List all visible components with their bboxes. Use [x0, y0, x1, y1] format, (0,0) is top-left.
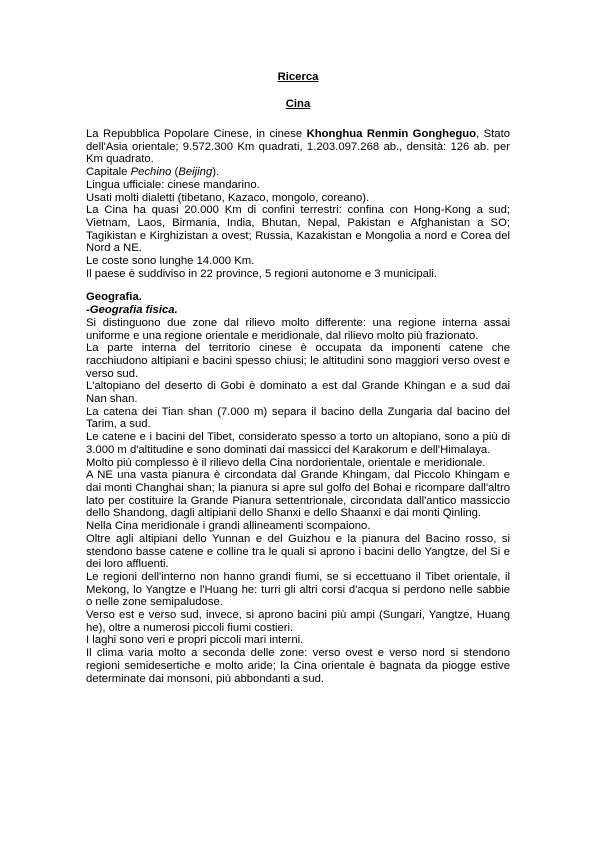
chinese-name: Khonghua Renmin Gongheguo	[306, 128, 477, 140]
geography-paragraph: La parte interna del territorio cinese è occupata da imponenti catene che racchiudono altipiani e bacini spesso chiusi; le altitudini sono maggiori verso ovest e verso sud.	[86, 342, 510, 380]
intro-text-end: , Stato dell'Asia orientale; 9.572.300 Km quadrati, 1.203.097.268 ab., densità: 126 ab. per Km quadrato.	[86, 128, 510, 166]
geography-paragraph: L'altopiano del deserto di Gobi è dominato a est dal Grande Khingan e a sud dai Nan shan.	[86, 380, 510, 406]
borders-paragraph: La Cina ha quasi 20.000 Km di confini terrestri: confina con Hong-Kong a sud; Vietnam, Laos, Birmania, India, Bhutan, Nepal, Pakistan e Afghanistan a SO; Tagikistan e Kirghizistan a ovest; Russia, Kazakistan e Mongolia a nord e Corea del Nord a NE.	[86, 204, 510, 255]
capital-paren-open: (	[171, 166, 179, 179]
geography-paragraph: I laghi sono veri e propri piccoli mari interni.	[86, 634, 304, 647]
capital-city: Pechino	[130, 166, 172, 179]
geography-paragraph: Oltre agli altipiani dello Yunnan e del Guizhou e la pianura del Bacino rosso, si stendono basse catene e colline tra le quali si aprono i bacini dello Yangtze, del Si e dei loro affluenti.	[86, 532, 510, 571]
intro-text-start: La Repubblica Popolare Cinese, in cinese	[86, 128, 307, 140]
capital-label: Capitale	[86, 166, 131, 179]
geography-paragraph: Molto più complesso è il rilievo della Cina nordorientale, orientale e meridionale.	[86, 456, 486, 469]
capital-paren-close: ).	[212, 166, 220, 179]
language-paragraph: Lingua ufficiale: cinese mandarino.	[86, 178, 260, 191]
physical-geography-subheading: -Geografia fisica.	[86, 304, 178, 317]
document-subtitle: Cina	[285, 98, 311, 110]
geography-paragraph: Le catene e i bacini del Tibet, considerato spesso a torto un altopiano, sono a più di 3.000 m d'altitudine e sono dominati dai massicci del Karakorum e dell'Himalaya.	[86, 431, 510, 456]
geography-paragraph: Le regioni dell'interno non hanno grandi fiumi, se si eccettuano il Tibet orientale, il Mekong, lo Yangtze e l'Huang he: turri gli altri corsi d'acqua si perdono nelle sabbie o nelle zone semipaludose.	[86, 570, 510, 609]
document-body	[86, 128, 510, 685]
geography-paragraph: Il clima varia molto a seconda delle zone: verso ovest e verso nord si stendono regioni semidesertiche e molto aride; la Cina orientale è bagnata da piogge estive determinate dai monsoni, più abbondanti a sud.	[86, 647, 510, 685]
divisions-paragraph: Il paese è suddiviso in 22 province, 5 regioni autonome e 3 municipali.	[86, 267, 438, 280]
section-spacer	[86, 280, 510, 291]
geography-paragraph: Si distinguono due zone dal rilievo molto differente: una regione interna assai uniforme e una regione orientale e meridionale, dal rilievo molto più frazionato.	[86, 316, 510, 342]
geography-paragraph: Verso est e verso sud, invece, si aprono bacini più ampi (Sungari, Yangtze, Huang he), oltre a numerosi piccoli fiumi costieri.	[86, 609, 510, 634]
geography-paragraph: A NE una vasta pianura è circondata dal Grande Khingam, dal Piccolo Khingam e dai monti Changhai shan; la pianura si apre sul golfo del Bohai e ricompare dall'altro lato per costituire la Grande Pianura settentrionale, circondata dall'antico massiccio dello Shandong, dagli altipiani dello Shanxi e dello Shaanxi e dai monti Qinling.	[86, 469, 510, 520]
document-title: Ricerca	[277, 71, 319, 83]
capital-alt-name: Beijing	[178, 166, 213, 179]
geography-paragraph: Nella Cina meridionale i grandi allineamenti scompaiono.	[86, 520, 371, 533]
geography-paragraph: La catena dei Tian shan (7.000 m) separa il bacino della Zungaria dal bacino del Tarim, a sud.	[86, 405, 510, 431]
intro-paragraph	[86, 128, 510, 166]
capital-paragraph	[86, 166, 510, 179]
coast-paragraph: Le coste sono lunghe 14.000 Km.	[86, 255, 255, 268]
geography-heading: Geografia.	[86, 291, 142, 304]
dialects-paragraph: Usati molti dialetti (tibetano, Kazaco, mongolo, coreano).	[86, 191, 370, 204]
